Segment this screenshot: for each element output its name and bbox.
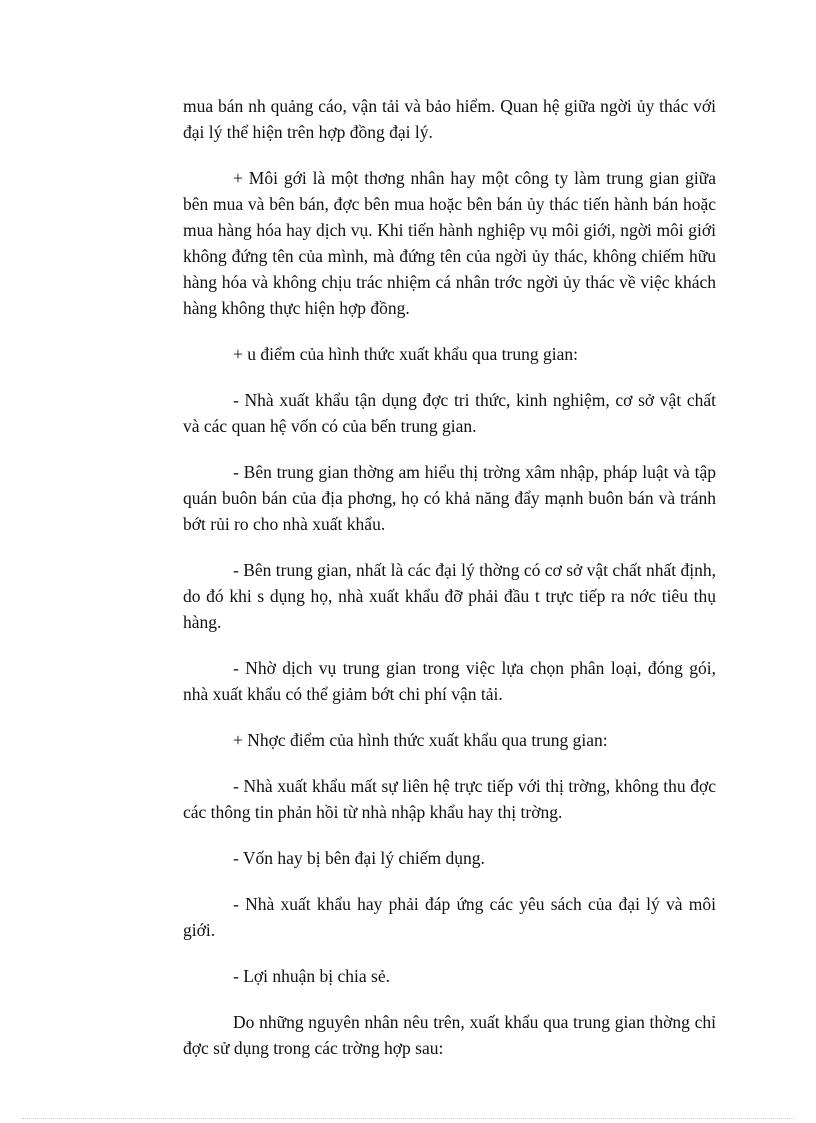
paragraph-disadvantage-profit: - Lợi nhuận bị chia sẻ. bbox=[233, 966, 390, 986]
paragraph-advantage-facilities: - Bên trung gian, nhất là các đại lý thờng có cơ sở vật chất nhất định, do đó khi s dụng họ, nhà xuất khẩu đỡ phải đầu t trực tiếp ra nớc tiêu thụ hàng. bbox=[183, 560, 716, 632]
paragraph-disadvantage-contact: - Nhà xuất khẩu mất sự liên hệ trực tiếp với thị trờng, không thu đợc các thông tin phản hồi từ nhà nhập khẩu hay thị trờng. bbox=[183, 776, 716, 822]
paragraph-continuation: mua bán nh quảng cáo, vận tải và bảo hiểm. Quan hệ giữa ngời ủy thác với đại lý thể hiện trên hợp đồng đại lý. bbox=[183, 96, 716, 142]
paragraph-advantage-market: - Bên trung gian thờng am hiểu thị trờng xâm nhập, pháp luật và tập quán buôn bán của địa phơng, họ có khả năng đẩy mạnh buôn bán và tránh bớt rủi ro cho nhà xuất khẩu. bbox=[183, 462, 716, 534]
paragraph-brokerage: + Môi gới là một thơng nhân hay một công ty làm trung gian giữa bên mua và bên bán, đợc bên mua hoặc bên bán ủy thác tiến hành bán hoặc mua hàng hóa hay dịch vụ. Khi tiến hành nghiệp vụ môi giới, ngời môi giới không đứng tên của mình, mà đứng tên của ngời ủy thác, không chiếm hữu hàng hóa và không chịu trác nhiệm cá nhân trớc ngời ủy thác về việc khách hàng không thực hiện hợp đồng. bbox=[183, 168, 716, 318]
paragraph-disadvantage-capital: - Vốn hay bị bên đại lý chiếm dụng. bbox=[233, 848, 485, 868]
document-page bbox=[183, 93, 716, 1081]
paragraph-disadvantage-demands: - Nhà xuất khẩu hay phải đáp ứng các yêu sách của đại lý và môi giới. bbox=[183, 894, 716, 940]
paragraph-conclusion: Do những nguyên nhân nêu trên, xuất khẩu qua trung gian thờng chỉ đợc sử dụng trong các trờng hợp sau: bbox=[183, 1012, 716, 1058]
paragraph-disadvantages-heading: + Nhợc điểm của hình thức xuất khẩu qua trung gian: bbox=[233, 730, 608, 750]
page-bottom-divider bbox=[22, 1118, 794, 1119]
paragraph-advantage-knowledge: - Nhà xuất khẩu tận dụng đợc tri thức, kinh nghiệm, cơ sở vật chất và các quan hệ vốn có của bến trung gian. bbox=[183, 390, 716, 436]
paragraph-advantages-heading: + u điểm của hình thức xuất khẩu qua trung gian: bbox=[233, 344, 578, 364]
paragraph-advantage-transport: - Nhờ dịch vụ trung gian trong việc lựa chọn phân loại, đóng gói, nhà xuất khẩu có thể giảm bớt chi phí vận tải. bbox=[183, 658, 716, 704]
